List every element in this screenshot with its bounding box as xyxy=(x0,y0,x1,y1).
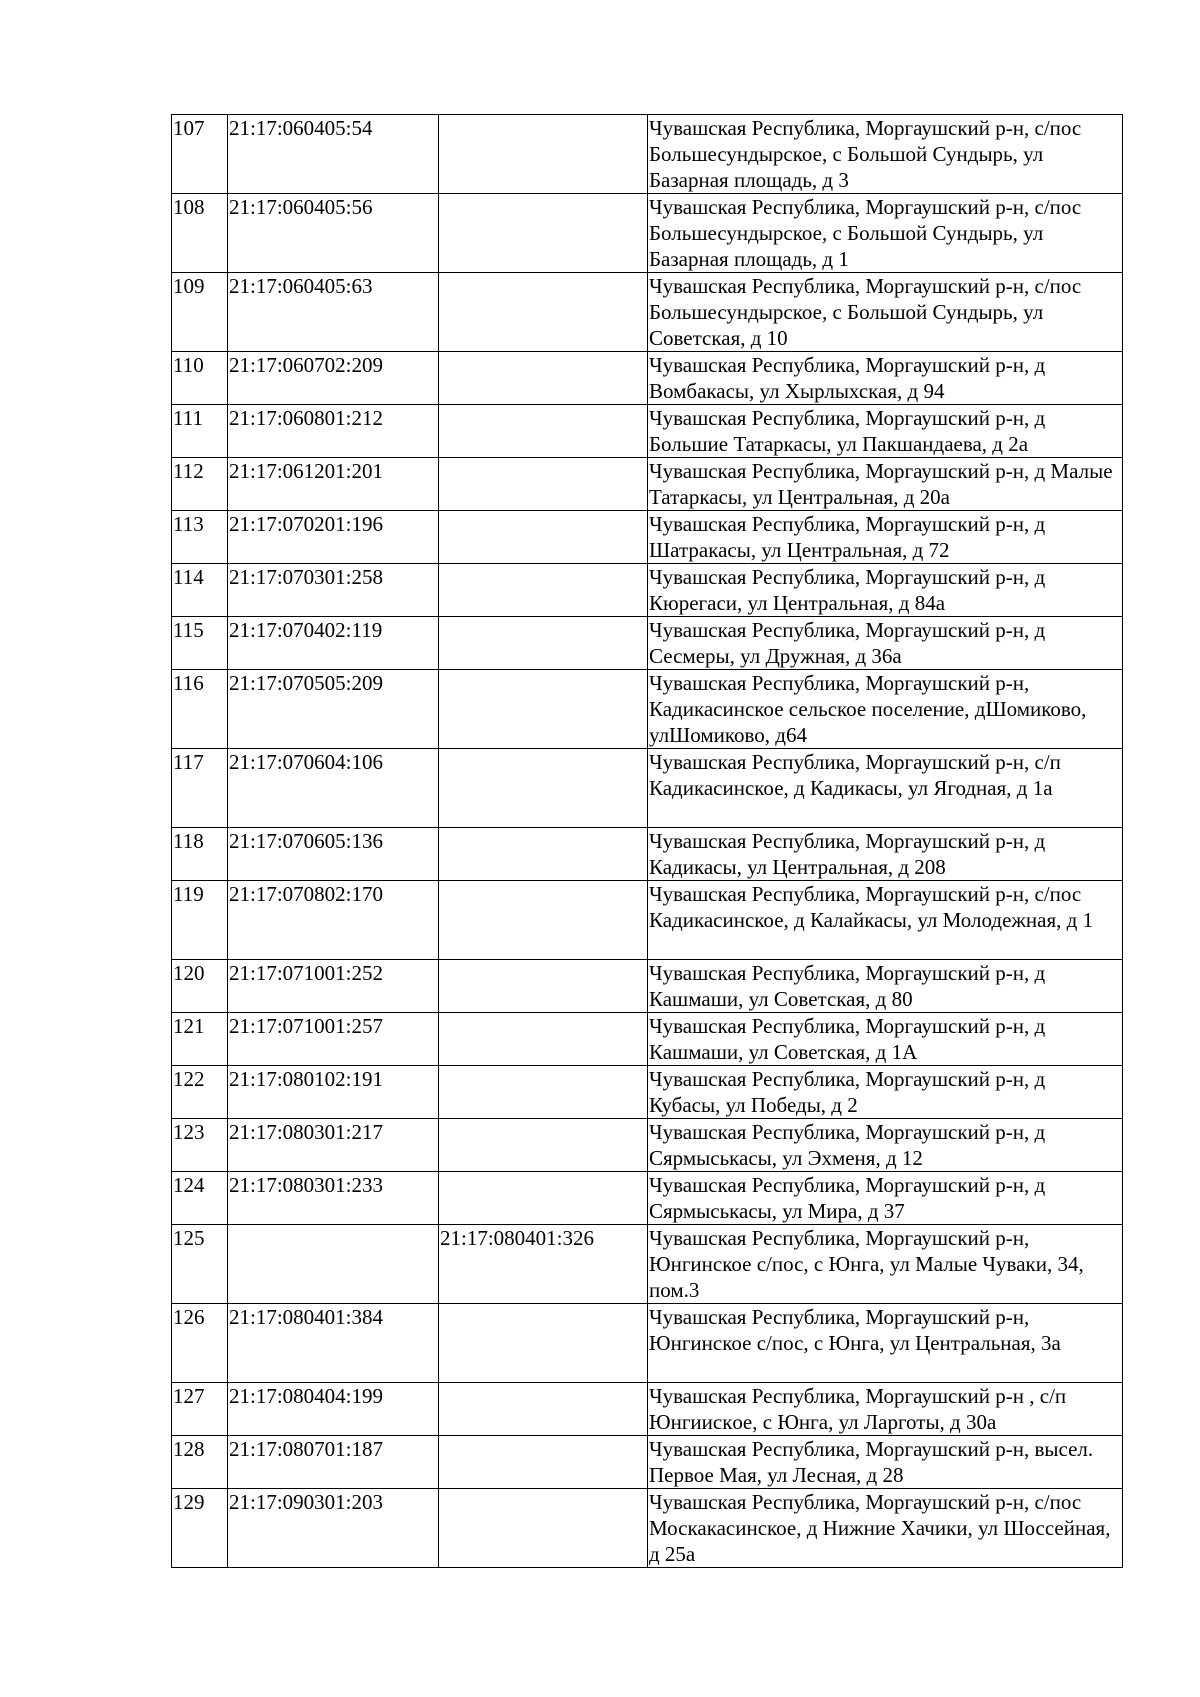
land-cadastral-number-cell: 21:17:070201:196 xyxy=(228,511,439,564)
address-cell: Чувашская Республика, Моргаушский р-н, с/пос Большесундырское, с Большой Сундырь, ул Советская, д 10 xyxy=(648,273,1123,352)
building-cadastral-number-cell xyxy=(439,1013,648,1066)
building-cadastral-number-cell xyxy=(439,511,648,564)
table-row xyxy=(172,617,1123,670)
row-number-cell: 128 xyxy=(172,1436,228,1489)
table-row xyxy=(172,1066,1123,1119)
table-row xyxy=(172,564,1123,617)
land-cadastral-number-cell: 21:17:060702:209 xyxy=(228,352,439,405)
land-cadastral-number-cell: 21:17:070402:119 xyxy=(228,617,439,670)
address-cell: Чувашская Республика, Моргаушский р-н, д Большие Татаркасы, ул Пакшандаева, д 2а xyxy=(648,405,1123,458)
land-cadastral-number-cell xyxy=(228,1225,439,1304)
table-row xyxy=(172,115,1123,194)
table-row xyxy=(172,1304,1123,1383)
land-cadastral-number-cell: 21:17:070301:258 xyxy=(228,564,439,617)
building-cadastral-number-cell xyxy=(439,617,648,670)
row-number-cell: 115 xyxy=(172,617,228,670)
building-cadastral-number-cell xyxy=(439,1172,648,1225)
row-number-cell: 122 xyxy=(172,1066,228,1119)
building-cadastral-number-cell xyxy=(439,352,648,405)
address-cell: Чувашская Республика, Моргаушский р-н, д Малые Татаркасы, ул Центральная, д 20а xyxy=(648,458,1123,511)
row-number-cell: 118 xyxy=(172,828,228,881)
building-cadastral-number-cell xyxy=(439,564,648,617)
address-cell: Чувашская Республика, Моргаушский р-н, с/пос Большесундырское, с Большой Сундырь, ул Базарная площадь, д 1 xyxy=(648,194,1123,273)
building-cadastral-number-cell xyxy=(439,749,648,828)
building-cadastral-number-cell xyxy=(439,960,648,1013)
address-cell: Чувашская Республика, Моргаушский р-н, Юнгинское с/пос, с Юнга, ул Центральная, 3а xyxy=(648,1304,1123,1383)
table-row xyxy=(172,828,1123,881)
row-number-cell: 108 xyxy=(172,194,228,273)
table-row xyxy=(172,1225,1123,1304)
building-cadastral-number-cell xyxy=(439,881,648,960)
address-cell: Чувашская Республика, Моргаушский р-н, с/пос Большесундырское, с Большой Сундырь, ул Базарная площадь, д 3 xyxy=(648,115,1123,194)
address-cell: Чувашская Республика, Моргаушский р-н, с/пос Москакасинское, д Нижние Хачики, ул Шоссейная, д 25а xyxy=(648,1489,1123,1568)
land-cadastral-number-cell: 21:17:071001:252 xyxy=(228,960,439,1013)
row-number-cell: 109 xyxy=(172,273,228,352)
table-row xyxy=(172,881,1123,960)
land-cadastral-number-cell: 21:17:070802:170 xyxy=(228,881,439,960)
row-number-cell: 120 xyxy=(172,960,228,1013)
address-cell: Чувашская Республика, Моргаушский р-н, д Вомбакасы, ул Хырлыхская, д 94 xyxy=(648,352,1123,405)
address-cell: Чувашская Республика, Моргаушский р-н, Кадикасинское сельское поселение, дШомиково, улШомиково, д64 xyxy=(648,670,1123,749)
land-cadastral-number-cell: 21:17:060405:56 xyxy=(228,194,439,273)
land-cadastral-number-cell: 21:17:090301:203 xyxy=(228,1489,439,1568)
table-row xyxy=(172,273,1123,352)
row-number-cell: 126 xyxy=(172,1304,228,1383)
row-number-cell: 124 xyxy=(172,1172,228,1225)
row-number-cell: 116 xyxy=(172,670,228,749)
building-cadastral-number-cell xyxy=(439,1436,648,1489)
table-row xyxy=(172,670,1123,749)
building-cadastral-number-cell: 21:17:080401:326 xyxy=(439,1225,648,1304)
building-cadastral-number-cell xyxy=(439,1119,648,1172)
land-cadastral-number-cell: 21:17:071001:257 xyxy=(228,1013,439,1066)
table-row xyxy=(172,749,1123,828)
table-row xyxy=(172,352,1123,405)
row-number-cell: 113 xyxy=(172,511,228,564)
building-cadastral-number-cell xyxy=(439,828,648,881)
land-cadastral-number-cell: 21:17:060405:54 xyxy=(228,115,439,194)
table-row xyxy=(172,1383,1123,1436)
row-number-cell: 129 xyxy=(172,1489,228,1568)
row-number-cell: 121 xyxy=(172,1013,228,1066)
land-cadastral-number-cell: 21:17:070605:136 xyxy=(228,828,439,881)
land-cadastral-number-cell: 21:17:080301:217 xyxy=(228,1119,439,1172)
row-number-cell: 110 xyxy=(172,352,228,405)
row-number-cell: 123 xyxy=(172,1119,228,1172)
land-cadastral-number-cell: 21:17:070604:106 xyxy=(228,749,439,828)
table-row xyxy=(172,511,1123,564)
row-number-cell: 111 xyxy=(172,405,228,458)
address-cell: Чувашская Республика, Моргаушский р-н, д Сярмыськасы, ул Эхменя, д 12 xyxy=(648,1119,1123,1172)
land-cadastral-number-cell: 21:17:080401:384 xyxy=(228,1304,439,1383)
table-row xyxy=(172,405,1123,458)
address-cell: Чувашская Республика, Моргаушский р-н, д Кубасы, ул Победы, д 2 xyxy=(648,1066,1123,1119)
table-row xyxy=(172,1436,1123,1489)
row-number-cell: 119 xyxy=(172,881,228,960)
row-number-cell: 114 xyxy=(172,564,228,617)
table-row xyxy=(172,458,1123,511)
building-cadastral-number-cell xyxy=(439,1489,648,1568)
table-row xyxy=(172,1172,1123,1225)
registry-table-body xyxy=(172,115,1123,1568)
building-cadastral-number-cell xyxy=(439,115,648,194)
land-cadastral-number-cell: 21:17:080301:233 xyxy=(228,1172,439,1225)
row-number-cell: 127 xyxy=(172,1383,228,1436)
table-row xyxy=(172,1489,1123,1568)
building-cadastral-number-cell xyxy=(439,1304,648,1383)
building-cadastral-number-cell xyxy=(439,670,648,749)
building-cadastral-number-cell xyxy=(439,273,648,352)
row-number-cell: 112 xyxy=(172,458,228,511)
building-cadastral-number-cell xyxy=(439,458,648,511)
address-cell: Чувашская Республика, Моргаушский р-н, д Кюрегаси, ул Центральная, д 84а xyxy=(648,564,1123,617)
address-cell: Чувашская Республика, Моргаушский р-н, высел. Первое Мая, ул Лесная, д 28 xyxy=(648,1436,1123,1489)
table-row xyxy=(172,1119,1123,1172)
building-cadastral-number-cell xyxy=(439,405,648,458)
row-number-cell: 117 xyxy=(172,749,228,828)
table-row xyxy=(172,1013,1123,1066)
address-cell: Чувашская Республика, Моргаушский р-н, с/п Кадикасинское, д Кадикасы, ул Ягодная, д 1а xyxy=(648,749,1123,828)
address-cell: Чувашская Республика, Моргаушский р-н, д Кадикасы, ул Центральная, д 208 xyxy=(648,828,1123,881)
address-cell: Чувашская Республика, Моргаушский р-н, с/пос Кадикасинское, д Калайкасы, ул Молодежная, д 1 xyxy=(648,881,1123,960)
table-row xyxy=(172,194,1123,273)
building-cadastral-number-cell xyxy=(439,1066,648,1119)
address-cell: Чувашская Республика, Моргаушский р-н , с/п Юнгиискoe, с Юнга, ул Ларготы, д 30а xyxy=(648,1383,1123,1436)
land-cadastral-number-cell: 21:17:060801:212 xyxy=(228,405,439,458)
row-number-cell: 125 xyxy=(172,1225,228,1304)
address-cell: Чувашская Республика, Моргаушский р-н, д Кашмаши, ул Советская, д 80 xyxy=(648,960,1123,1013)
address-cell: Чувашская Республика, Моргаушский р-н, д Кашмаши, ул Советская, д 1А xyxy=(648,1013,1123,1066)
address-cell: Чувашская Республика, Моргаушский р-н, Юнгинское с/пос, с Юнга, ул Малые Чуваки, 34, пом.3 xyxy=(648,1225,1123,1304)
land-cadastral-number-cell: 21:17:061201:201 xyxy=(228,458,439,511)
address-cell: Чувашская Республика, Моргаушский р-н, д Шатракасы, ул Центральная, д 72 xyxy=(648,511,1123,564)
land-cadastral-number-cell: 21:17:080404:199 xyxy=(228,1383,439,1436)
building-cadastral-number-cell xyxy=(439,1383,648,1436)
land-cadastral-number-cell: 21:17:080701:187 xyxy=(228,1436,439,1489)
row-number-cell: 107 xyxy=(172,115,228,194)
land-cadastral-number-cell: 21:17:080102:191 xyxy=(228,1066,439,1119)
land-cadastral-number-cell: 21:17:060405:63 xyxy=(228,273,439,352)
table-row xyxy=(172,960,1123,1013)
address-cell: Чувашская Республика, Моргаушский р-н, д Сярмыськасы, ул Мира, д 37 xyxy=(648,1172,1123,1225)
property-registry-table xyxy=(171,114,1123,1568)
building-cadastral-number-cell xyxy=(439,194,648,273)
land-cadastral-number-cell: 21:17:070505:209 xyxy=(228,670,439,749)
address-cell: Чувашская Республика, Моргаушский р-н, д Сесмеры, ул Дружная, д 36а xyxy=(648,617,1123,670)
